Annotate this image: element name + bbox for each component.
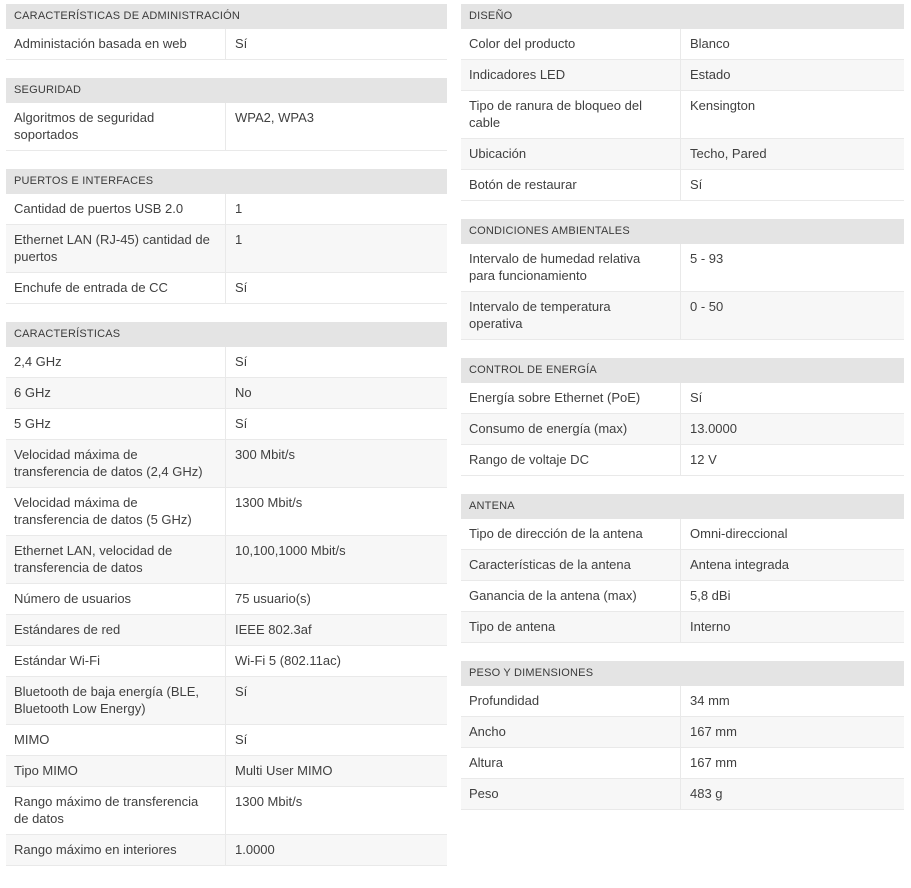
spec-row: [461, 445, 904, 476]
spec-label: Intervalo de temperatura operativa: [461, 292, 681, 339]
spec-row: [6, 615, 447, 646]
spec-row: [6, 677, 447, 725]
spec-value: 13.0000: [690, 421, 737, 436]
spec-label: 6 GHz: [6, 378, 226, 408]
spec-section: [461, 661, 904, 810]
spec-value: 1300 Mbit/s: [235, 495, 303, 510]
spec-row: [6, 103, 447, 151]
spec-value: 10,100,1000 Mbit/s: [235, 543, 346, 558]
spec-row: [461, 383, 904, 414]
spec-value: Wi-Fi 5 (802.11ac): [235, 653, 341, 668]
spec-label: Enchufe de entrada de CC: [6, 273, 226, 303]
spec-column-right: [461, 4, 904, 884]
spec-column-left: [6, 4, 447, 884]
spec-label: Consumo de energía (max): [461, 414, 681, 444]
spec-label: Ancho: [461, 717, 681, 747]
spec-label: Algoritmos de seguridad soportados: [6, 103, 226, 150]
spec-row: [6, 835, 447, 866]
spec-label: 2,4 GHz: [6, 347, 226, 377]
spec-value: 167 mm: [690, 755, 737, 770]
spec-label: Estándares de red: [6, 615, 226, 645]
section-title: SEGURIDAD: [6, 78, 447, 103]
spec-value: 300 Mbit/s: [235, 447, 295, 462]
spec-value: Antena integrada: [690, 557, 790, 572]
spec-row: [461, 779, 904, 810]
spec-section: [461, 219, 904, 340]
section-title: CONTROL DE ENERGÍA: [461, 358, 904, 383]
section-title: CARACTERÍSTICAS DE ADMINISTRACIÓN: [6, 4, 447, 29]
spec-value: Sí: [690, 390, 703, 405]
spec-value: 0 - 50: [690, 299, 724, 314]
spec-row: [461, 550, 904, 581]
section-rows: [6, 103, 447, 151]
section-rows: [6, 194, 447, 304]
spec-section: [6, 322, 447, 866]
spec-label: Color del producto: [461, 29, 681, 59]
spec-section: [6, 78, 447, 151]
spec-value: 1300 Mbit/s: [235, 794, 303, 809]
spec-value: Blanco: [690, 36, 730, 51]
section-title: ANTENA: [461, 494, 904, 519]
spec-value: Sí: [235, 280, 248, 295]
section-title: CARACTERÍSTICAS: [6, 322, 447, 347]
spec-label: Peso: [461, 779, 681, 809]
spec-row: [6, 440, 447, 488]
spec-value: 5,8 dBi: [690, 588, 731, 603]
spec-label: Altura: [461, 748, 681, 778]
spec-label: MIMO: [6, 725, 226, 755]
spec-row: [461, 717, 904, 748]
spec-label: Ganancia de la antena (max): [461, 581, 681, 611]
spec-label: 5 GHz: [6, 409, 226, 439]
spec-row: [461, 519, 904, 550]
section-title: PESO Y DIMENSIONES: [461, 661, 904, 686]
spec-row: [461, 581, 904, 612]
section-rows: [461, 519, 904, 643]
section-rows: [6, 29, 447, 60]
spec-value: Kensington: [690, 98, 756, 113]
spec-label: Cantidad de puertos USB 2.0: [6, 194, 226, 224]
spec-row: [6, 756, 447, 787]
spec-value: Interno: [690, 619, 731, 634]
spec-section: [6, 169, 447, 304]
spec-label: Características de la antena: [461, 550, 681, 580]
spec-label: Ethernet LAN (RJ-45) cantidad de puertos: [6, 225, 226, 272]
spec-row: [6, 725, 447, 756]
spec-value: 1.0000: [235, 842, 275, 857]
section-title: CONDICIONES AMBIENTALES: [461, 219, 904, 244]
spec-label: Velocidad máxima de transferencia de datos (5 GHz): [6, 488, 226, 535]
spec-value: Sí: [690, 177, 703, 192]
section-rows: [461, 29, 904, 201]
section-rows: [461, 383, 904, 476]
spec-value: No: [235, 385, 252, 400]
spec-row: [6, 194, 447, 225]
spec-row: [6, 646, 447, 677]
spec-row: [461, 686, 904, 717]
spec-value: Sí: [235, 732, 248, 747]
spec-row: [6, 378, 447, 409]
spec-label: Tipo MIMO: [6, 756, 226, 786]
spec-label: Ethernet LAN, velocidad de transferencia de datos: [6, 536, 226, 583]
section-rows: [461, 244, 904, 340]
spec-value: 483 g: [690, 786, 723, 801]
section-title: PUERTOS E INTERFACES: [6, 169, 447, 194]
spec-value: 12 V: [690, 452, 717, 467]
spec-section: [461, 4, 904, 201]
spec-label: Velocidad máxima de transferencia de datos (2,4 GHz): [6, 440, 226, 487]
spec-label: Ubicación: [461, 139, 681, 169]
spec-row: [6, 409, 447, 440]
spec-section: [461, 358, 904, 476]
spec-value: Sí: [235, 416, 248, 431]
section-rows: [6, 347, 447, 866]
spec-row: [461, 612, 904, 643]
spec-row: [461, 60, 904, 91]
spec-row: [461, 244, 904, 292]
spec-label: Indicadores LED: [461, 60, 681, 90]
spec-row: [461, 748, 904, 779]
spec-value: Sí: [235, 354, 248, 369]
spec-row: [6, 488, 447, 536]
spec-label: Rango de voltaje DC: [461, 445, 681, 475]
spec-value: Sí: [235, 36, 248, 51]
spec-label: Botón de restaurar: [461, 170, 681, 200]
spec-row: [6, 787, 447, 835]
spec-label: Tipo de ranura de bloqueo del cable: [461, 91, 681, 138]
spec-value: WPA2, WPA3: [235, 110, 314, 125]
spec-row: [461, 29, 904, 60]
spec-value: 5 - 93: [690, 251, 724, 266]
spec-row: [6, 225, 447, 273]
spec-label: Intervalo de humedad relativa para funcionamiento: [461, 244, 681, 291]
spec-label: Número de usuarios: [6, 584, 226, 614]
spec-value: 1: [235, 201, 243, 216]
spec-row: [461, 414, 904, 445]
spec-section: [6, 4, 447, 60]
spec-label: Bluetooth de baja energía (BLE, Bluetooth Low Energy): [6, 677, 226, 724]
spec-row: [6, 536, 447, 584]
spec-value: Sí: [235, 684, 248, 699]
spec-value: Omni-direccional: [690, 526, 788, 541]
spec-row: [6, 584, 447, 615]
spec-row: [461, 292, 904, 340]
spec-row: [461, 91, 904, 139]
spec-label: Tipo de antena: [461, 612, 681, 642]
spec-value: IEEE 802.3af: [235, 622, 312, 637]
section-title: DISEÑO: [461, 4, 904, 29]
spec-label: Rango máximo de transferencia de datos: [6, 787, 226, 834]
spec-value: 75 usuario(s): [235, 591, 311, 606]
spec-value: Techo, Pared: [690, 146, 767, 161]
spec-row: [6, 273, 447, 304]
spec-label: Administación basada en web: [6, 29, 226, 59]
spec-label: Estándar Wi-Fi: [6, 646, 226, 676]
spec-section: [461, 494, 904, 643]
spec-value: Multi User MIMO: [235, 763, 333, 778]
spec-row: [461, 139, 904, 170]
spec-value: Estado: [690, 67, 731, 82]
spec-value: 1: [235, 232, 243, 247]
spec-label: Energía sobre Ethernet (PoE): [461, 383, 681, 413]
spec-value: 167 mm: [690, 724, 737, 739]
section-rows: [461, 686, 904, 810]
spec-row: [6, 29, 447, 60]
spec-label: Profundidad: [461, 686, 681, 716]
spec-value: 34 mm: [690, 693, 730, 708]
spec-row: [461, 170, 904, 201]
spec-label: Tipo de dirección de la antena: [461, 519, 681, 549]
spec-label: Rango máximo en interiores: [6, 835, 226, 865]
spec-row: [6, 347, 447, 378]
